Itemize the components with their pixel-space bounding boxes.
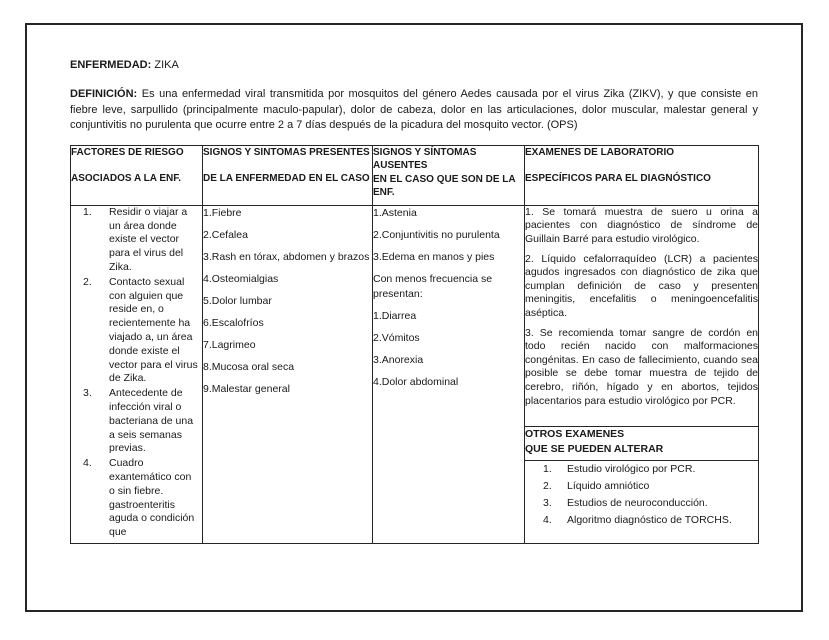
- list-item: 2.Vómitos: [373, 331, 420, 344]
- disease-line: [70, 58, 758, 73]
- lab-exam-paragraph: 2. Líquido cefalorraquídeo (LCR) a pacientes agudos ingresados con diagnóstico de zika que cumplan definición de caso y presenten meningitis, encefalitis o meningoencefalitis aséptica.: [525, 252, 758, 319]
- list-item-text: Líquido amniótico: [567, 479, 650, 492]
- list-item: 1.Fiebre: [203, 206, 242, 219]
- header-line: SIGNOS Y SINTOMAS PRESENTES: [203, 146, 370, 158]
- other-exams-header-cell: [525, 426, 759, 460]
- list-item-number: 3.: [543, 496, 552, 509]
- list-item: 2.Cefalea: [203, 228, 248, 241]
- list-item: [525, 478, 758, 495]
- list-item-text: Estudios de neuroconducción.: [567, 496, 708, 509]
- other-exams-title-line: OTROS EXAMENES: [525, 427, 625, 440]
- list-item-number: 1.: [543, 462, 552, 475]
- list-item: [525, 512, 758, 529]
- list-item: 9.Malestar general: [203, 382, 290, 395]
- header-gap: [203, 159, 372, 172]
- list-item-text: Contacto sexual con alguien que reside en, o recientemente ha viajado a, un área donde existe el vector para el virus de Zika.: [109, 275, 198, 385]
- lab-exam-paragraph: 3. Se recomienda tomar sangre de cordón en todo recién nacido con malformaciones congénitas. En caso de fallecimiento, cuando sea posible se debe tomar muestra de tejido de cerebro, riñón, hígado y en abortos, tejidos placentarios para estudio virológico por PCR.: [525, 326, 758, 407]
- list-item-text: Residir o viajar a un área donde existe el vector para el virus del Zika.: [109, 205, 188, 273]
- disease-label: ENFERMEDAD:: [70, 59, 152, 71]
- list-item: 2.Conjuntivitis no purulenta: [373, 228, 500, 241]
- header-line: FACTORES DE RIESGO: [71, 146, 184, 158]
- signs-present-cell: [203, 205, 373, 543]
- list-item: [525, 495, 758, 512]
- list-item: 4.Osteomialgias: [203, 272, 279, 285]
- table-header-row: [71, 145, 759, 205]
- list-item-text: Cuadro exantemático con o sin fiebre. gastroenteritis aguda o condición que: [109, 457, 195, 539]
- lab-exams-content: [525, 206, 758, 418]
- list-item-number: 2.: [543, 479, 552, 492]
- definition-paragraph: [70, 87, 758, 134]
- list-item: [71, 276, 202, 386]
- column-header-signs-absent: [373, 145, 525, 205]
- list-item: 3.Edema en manos y pies: [373, 250, 495, 263]
- list-item: [71, 206, 202, 275]
- list-item: [71, 457, 202, 540]
- header-line: EXAMENES DE LABORATORIO: [525, 146, 675, 158]
- list-item: 5.Dolor lumbar: [203, 294, 272, 307]
- list-item-number: 4.: [543, 513, 552, 526]
- list-item: 8.Mucosa oral seca: [203, 360, 295, 373]
- zika-table: [70, 145, 759, 544]
- risk-factors-cell: [71, 205, 203, 543]
- page-border-frame: [25, 23, 803, 612]
- definition-label: DEFINICIÓN:: [70, 88, 138, 100]
- header-line: ASOCIADOS A LA ENF.: [71, 173, 182, 185]
- list-item: 1.Astenia: [373, 206, 417, 219]
- list-item: 4.Dolor abdominal: [373, 375, 459, 388]
- header-line: EN EL CASO QUE SON DE LA ENF.: [373, 173, 516, 199]
- lab-exams-cell: [525, 205, 759, 426]
- document-content: [70, 58, 758, 544]
- list-item-text: Estudio virológico por PCR.: [567, 462, 696, 475]
- header-line: SIGNOS Y SÍNTOMAS AUSENTES: [373, 146, 477, 172]
- disease-value: ZIKA: [154, 59, 179, 71]
- list-item-number: 3.: [83, 387, 92, 400]
- lab-exam-paragraph: 1. Se tomará muestra de suero u orina a pacientes con diagnóstico de síndrome de Guillain Barré para estudio virológico.: [525, 205, 758, 245]
- other-exams-list-cell: [525, 460, 759, 543]
- list-item: [71, 387, 202, 456]
- column-header-lab-exams: [525, 145, 759, 205]
- list-item: 6.Escalofríos: [203, 316, 264, 329]
- less-frequent-note: Con menos frecuencia se presentan:: [373, 272, 493, 300]
- header-line: ESPECÍFICOS PARA EL DIAGNÓSTICO: [525, 173, 711, 185]
- other-exams-title-line: QUE SE PUEDEN ALTERAR: [525, 442, 664, 455]
- table-row: [71, 205, 759, 426]
- definition-text: Es una enfermedad viral transmitida por mosquitos del género Aedes causada por el virus Zika (ZIKV), y que consiste en fiebre leve, sarpullido (principalmente maculo-papular), dolor de cabeza, dolor en las articulaciones, dolor muscular, malestar general y conjuntivitis no purulenta que ocurre entre 2 a 7 días después de la picadura del mosquito vector. (OPS): [70, 88, 758, 132]
- list-item: [525, 461, 758, 478]
- header-gap: [525, 159, 758, 172]
- header-line: DE LA ENFERMEDAD EN EL CASO: [203, 173, 370, 185]
- column-header-risk-factors: [71, 145, 203, 205]
- list-item: 3.Rash en tórax, abdomen y brazos: [203, 250, 370, 263]
- list-item-text: Antecedente de infección viral o bacteriana de una a seis semanas previas.: [109, 387, 194, 455]
- list-item: 3.Anorexia: [373, 353, 424, 366]
- list-item-text: Algoritmo diagnóstico de TORCHS.: [567, 513, 732, 526]
- list-item-number: 4.: [83, 457, 92, 470]
- list-item: 1.Diarrea: [373, 309, 417, 322]
- list-item-number: 1.: [83, 205, 92, 218]
- list-item-number: 2.: [83, 275, 92, 288]
- column-header-signs-present: [203, 145, 373, 205]
- header-gap: [71, 159, 202, 172]
- signs-absent-cell: [373, 205, 525, 543]
- list-item: 7.Lagrimeo: [203, 338, 256, 351]
